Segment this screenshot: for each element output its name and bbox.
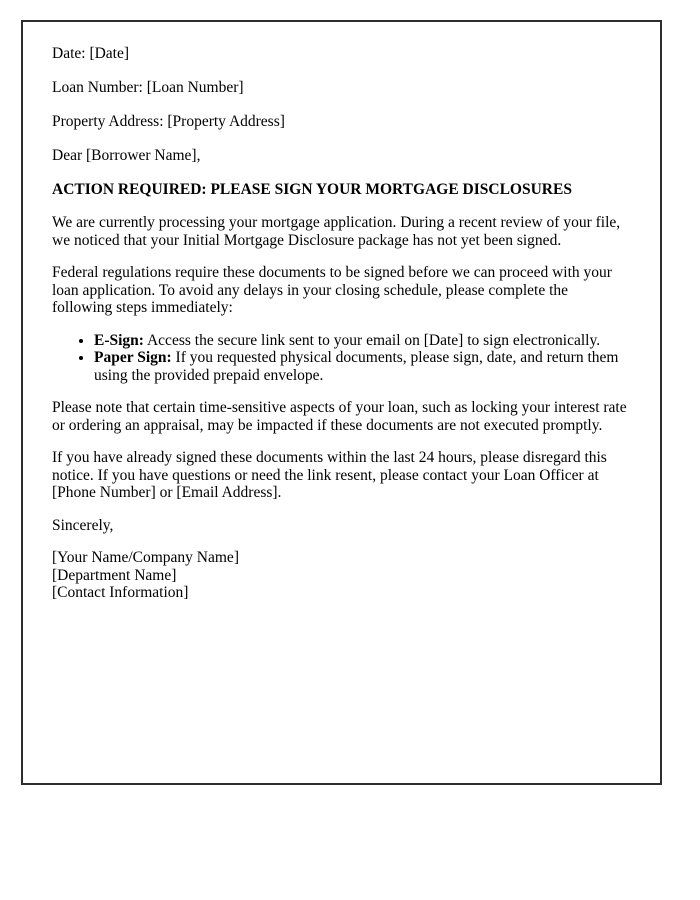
paragraph-intro: We are currently processing your mortgage application. During a recent review of your file, we noticed that your Initial Mortgage Disclosure package has not yet been signed.: [52, 214, 621, 249]
bullet-text-paper-sign: If you requested physical documents, please sign, date, and return them using the provided prepaid envelope.: [94, 349, 619, 384]
date-line: Date: [Date]: [52, 45, 130, 62]
closing-line: Sincerely,: [52, 516, 114, 534]
paragraph-regulations: Federal regulations require these documents to be signed before we can proceed with your loan application. To avoid any delays in your closing schedule, please complete the following steps immediately:: [52, 264, 612, 316]
paragraph-disregard: If you have already signed these documents within the last 24 hours, please disregard this notice. If you have questions or need the link resent, please contact your Loan Officer at [Phone Number] or [Email Address].: [52, 449, 607, 501]
salutation: Dear [Borrower Name],: [52, 147, 201, 164]
signature-name-line: [Your Name/Company Name]: [52, 549, 239, 566]
signature-contact-line: [Contact Information]: [52, 584, 189, 601]
bullet-label-esign: E-Sign:: [94, 331, 144, 349]
signing-steps-list: [52, 332, 630, 385]
list-item-paper-sign: [94, 349, 630, 384]
letter-document: [21, 20, 662, 785]
subject-heading: ACTION REQUIRED: PLEASE SIGN YOUR MORTGAGE DISCLOSURES: [52, 181, 572, 198]
signature-department-line: [Department Name]: [52, 566, 177, 584]
bullet-label-paper-sign: Paper Sign:: [94, 349, 172, 366]
loan-number-line: Loan Number: [Loan Number]: [52, 79, 244, 96]
paragraph-time-sensitive: Please note that certain time-sensitive aspects of your loan, such as locking your interest rate or ordering an appraisal, may be impacted if these documents are not executed promptly.: [52, 399, 627, 434]
list-item-esign: [94, 332, 630, 350]
bullet-text-esign: Access the secure link sent to your email on [Date] to sign electronically.: [143, 331, 601, 349]
property-address-line: Property Address: [Property Address]: [52, 113, 285, 130]
